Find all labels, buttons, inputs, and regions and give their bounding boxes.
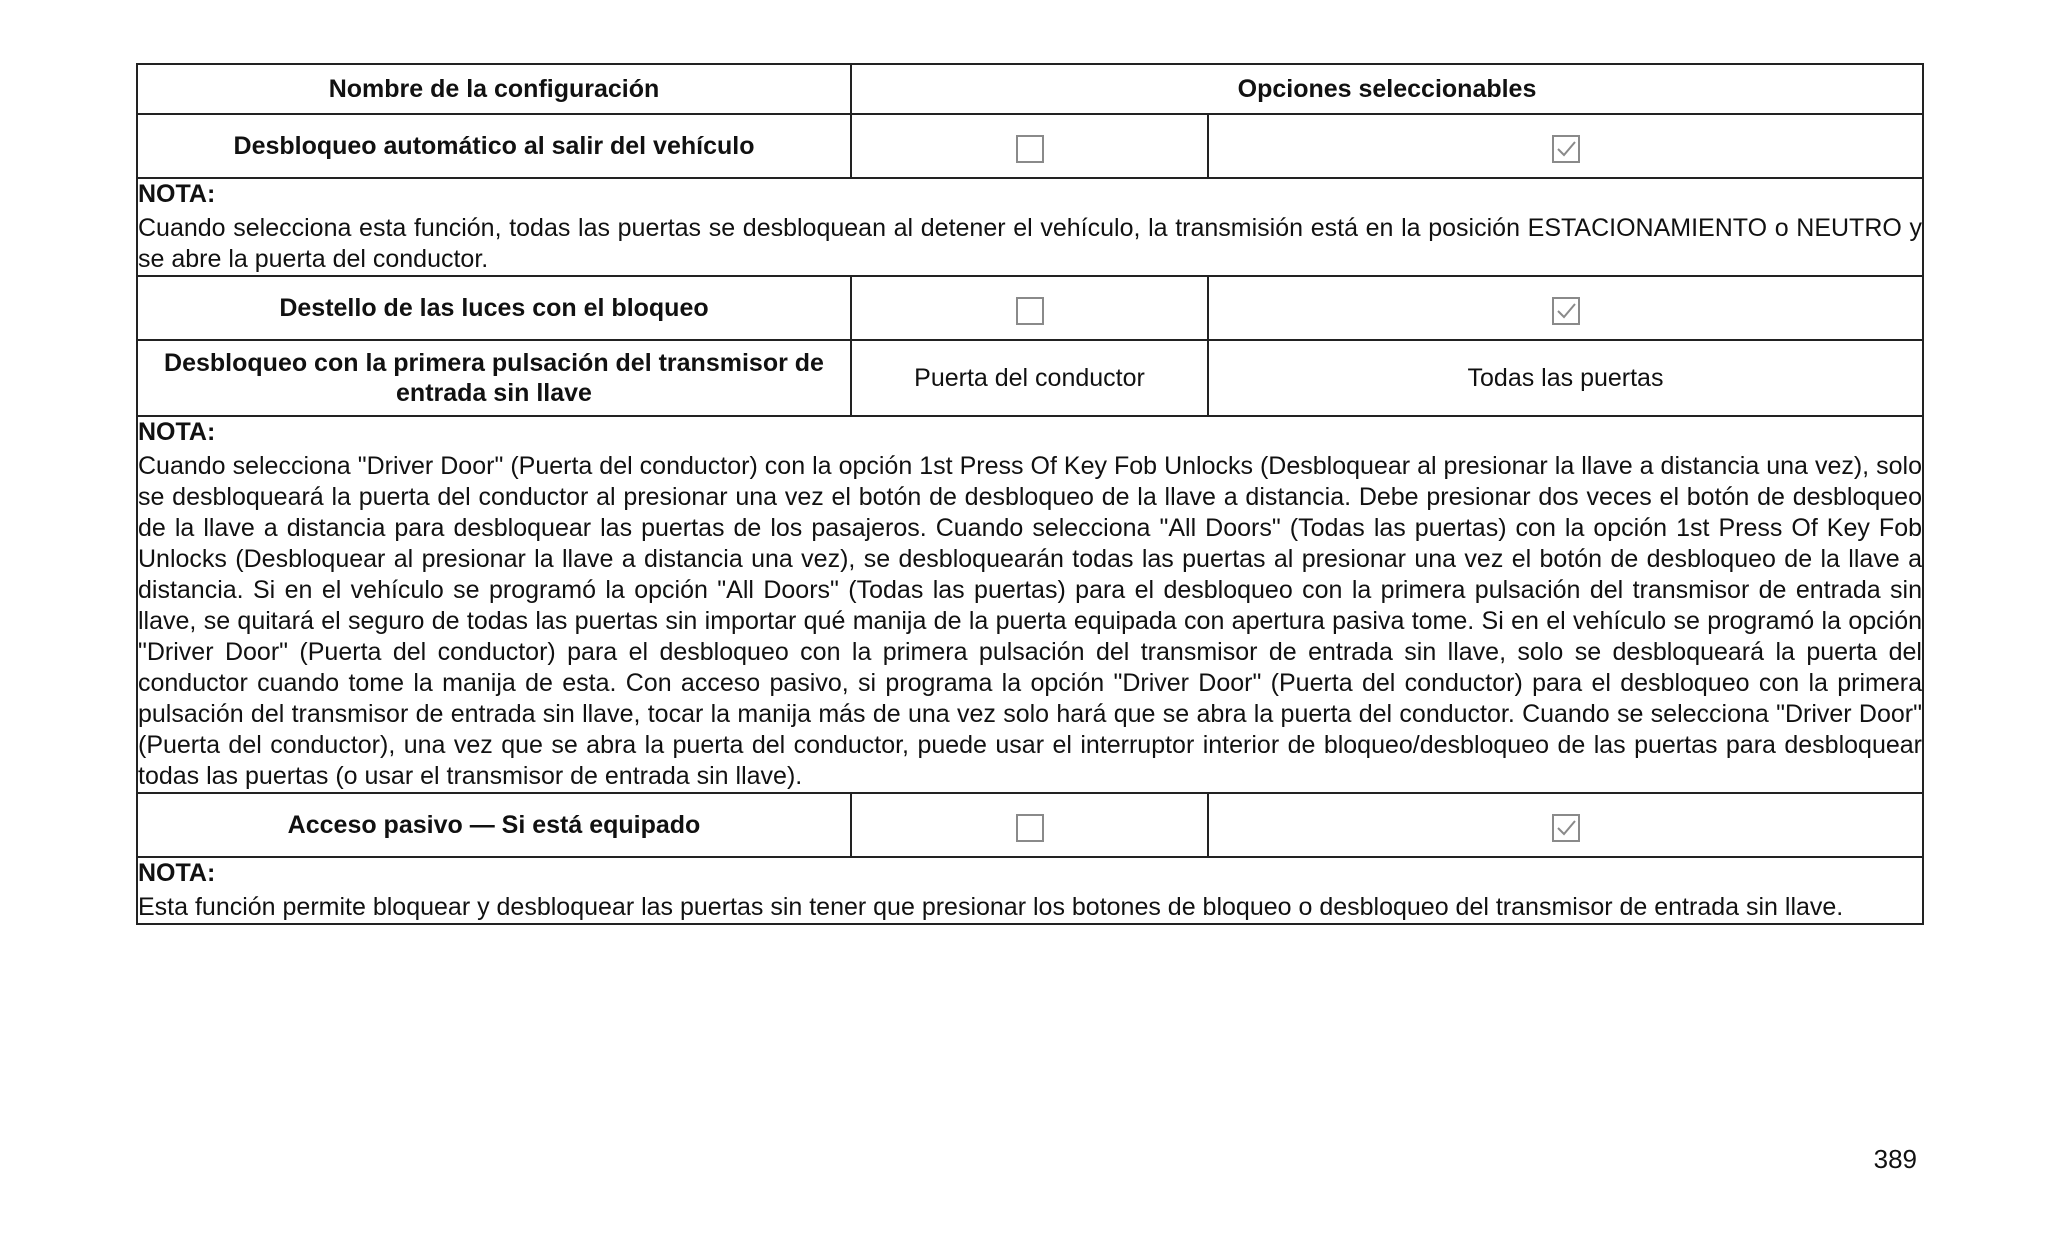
table-header-row bbox=[137, 64, 1923, 114]
note-text: Cuando selecciona esta función, todas las puertas se desbloquean al detener el vehículo, la transmisión está en la posición ESTACIONAMIENTO o NEUTRO y se abre la puerta del conductor. bbox=[138, 214, 1922, 273]
note-row bbox=[137, 178, 1923, 276]
settings-table bbox=[136, 63, 1924, 925]
checkmark-icon bbox=[1556, 139, 1576, 159]
setting-name: Destello de las luces con el bloqueo bbox=[137, 276, 851, 340]
option-all-doors[interactable]: Todas las puertas bbox=[1208, 340, 1923, 416]
setting-name: Acceso pasivo — Si está equipado bbox=[137, 793, 851, 857]
option-cell bbox=[1208, 114, 1923, 178]
note-label: NOTA: bbox=[138, 180, 216, 208]
note-text: Cuando selecciona "Driver Door" (Puerta del conductor) con la opción 1st Press Of Key Fob Unlocks (Desbloquear al presionar la llave a distancia una vez), solo se desbloqueará la puerta del conductor al presionar una vez el botón de desbloqueo de la llave a distancia. Debe presionar dos veces el botón de desbloqueo de la llave a distancia para desbloquear las puertas de los pasajeros. Cuando selecciona "All Doors" (Todas las puertas) con la opción 1st Press Of Key Fob Unlocks (Desbloquear al presionar la llave a distancia una vez), se desbloquearán todas las puertas al presionar una vez el botón de desbloqueo de la llave a distancia. Si en el vehículo se programó la opción "All Doors" (Todas las puertas) para el desbloqueo con la primera pulsación del transmisor de entrada sin llave, se quitará el seguro de todas las puertas sin importar qué manija de la puerta equipada con apertura pasiva tome. Si en el vehículo se programó la opción "Driver Door" (Puerta del conductor) para el desbloqueo con la primera pulsación del transmisor de entrada sin llave, solo se desbloqueará la puerta del conductor cuando tome la manija de esta. Con acceso pasivo, si programa la opción "Driver Door" (Puerta del conductor) para el desbloqueo con la primera pulsación del transmisor de entrada sin llave, tocar la manija más de una vez solo hará que se abra la puerta del conductor. Cuando se selecciona "Driver Door" (Puerta del conductor), una vez que se abra la puerta del conductor, puede usar el interruptor interior de bloqueo/desbloqueo de las puertas para desbloquear todas las puertas (o usar el transmisor de entrada sin llave). bbox=[138, 452, 1922, 790]
option-cell bbox=[851, 276, 1208, 340]
unchecked-checkbox[interactable] bbox=[1016, 297, 1044, 325]
note-label: NOTA: bbox=[138, 418, 216, 446]
option-cell bbox=[851, 793, 1208, 857]
option-cell bbox=[1208, 793, 1923, 857]
header-setting-name: Nombre de la configuración bbox=[137, 64, 851, 114]
note-row bbox=[137, 416, 1923, 793]
checkmark-icon bbox=[1556, 301, 1576, 321]
page-number: 389 bbox=[1873, 1144, 1917, 1174]
setting-name: Desbloqueo automático al salir del vehículo bbox=[137, 114, 851, 178]
checkmark-icon bbox=[1556, 818, 1576, 838]
option-cell bbox=[1208, 276, 1923, 340]
table-row bbox=[137, 340, 1923, 416]
option-driver-door[interactable]: Puerta del conductor bbox=[851, 340, 1208, 416]
unchecked-checkbox[interactable] bbox=[1016, 814, 1044, 842]
header-options: Opciones seleccionables bbox=[851, 64, 1923, 114]
note-text: Esta función permite bloquear y desbloquear las puertas sin tener que presionar los botones de bloqueo o desbloqueo del transmisor de entrada sin llave. bbox=[138, 893, 1844, 921]
note-row bbox=[137, 857, 1923, 924]
note-cell bbox=[137, 416, 1923, 793]
table-row bbox=[137, 793, 1923, 857]
option-cell bbox=[851, 114, 1208, 178]
note-label: NOTA: bbox=[138, 859, 216, 887]
checked-checkbox[interactable] bbox=[1552, 297, 1580, 325]
note-cell bbox=[137, 178, 1923, 276]
table-row bbox=[137, 114, 1923, 178]
note-cell bbox=[137, 857, 1923, 924]
checked-checkbox[interactable] bbox=[1552, 814, 1580, 842]
unchecked-checkbox[interactable] bbox=[1016, 135, 1044, 163]
checked-checkbox[interactable] bbox=[1552, 135, 1580, 163]
setting-name: Desbloqueo con la primera pulsación del transmisor de entrada sin llave bbox=[137, 340, 851, 416]
table-row bbox=[137, 276, 1923, 340]
